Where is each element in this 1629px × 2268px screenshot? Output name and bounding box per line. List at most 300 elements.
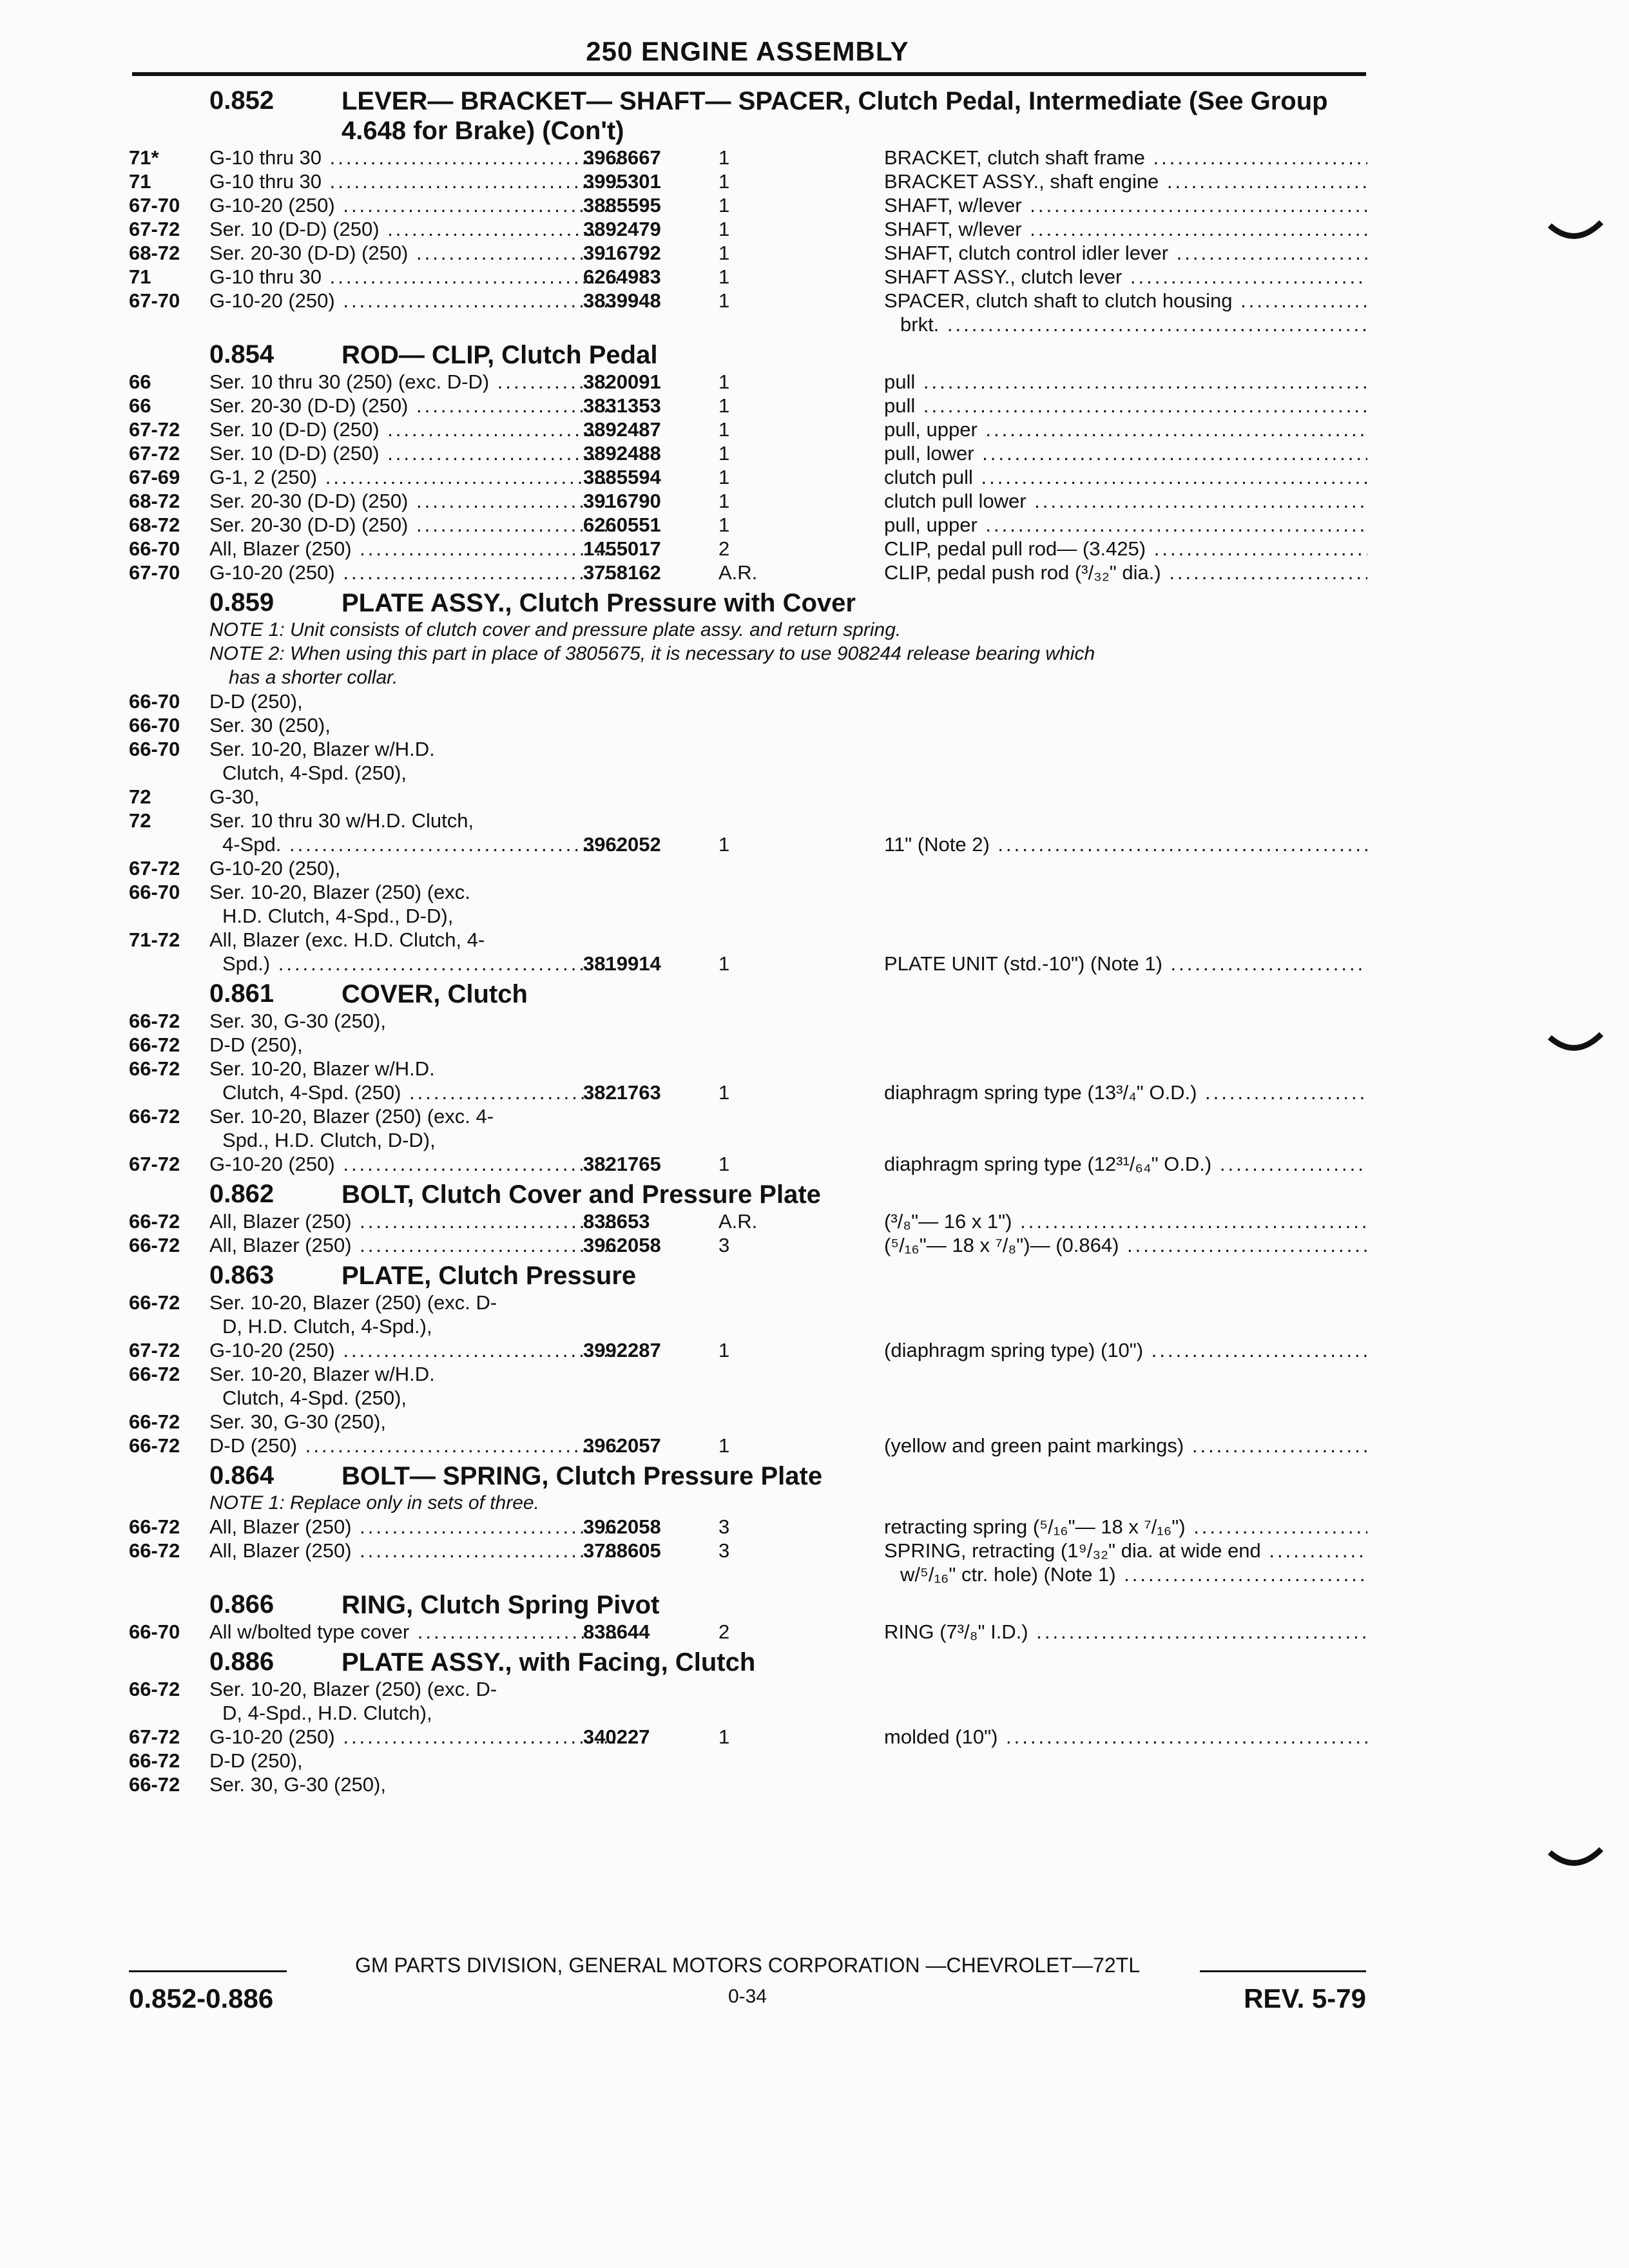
model-years: 66-70 [129, 537, 180, 560]
application-text: G-10 thru 30 [209, 146, 322, 169]
application-cell [209, 1057, 622, 1104]
description-line [884, 537, 1367, 561]
model-years: 71-72 [129, 928, 180, 951]
model-years: 66-70 [129, 690, 180, 713]
model-years: 66-72 [129, 1057, 180, 1080]
section-header [129, 340, 1366, 370]
application-text: Clutch, 4-Spd. (250), [222, 762, 407, 784]
leader-dots [1161, 561, 1367, 584]
application-line [209, 441, 622, 465]
table-row [129, 1434, 1366, 1457]
leader-dots [335, 194, 622, 216]
description-text: (³/₈"— 16 x 1") [884, 1210, 1012, 1233]
model-years: 68-72 [129, 242, 180, 264]
section-header [129, 588, 1366, 618]
description-cell [884, 1539, 1367, 1586]
quantity: 1 [718, 394, 730, 417]
application-cell [209, 1677, 622, 1725]
description-line [884, 265, 1367, 289]
description-cell [884, 169, 1367, 193]
application-line [209, 370, 622, 394]
table-row [129, 1773, 1366, 1796]
description-cell [884, 1152, 1367, 1176]
application-line [209, 1338, 622, 1362]
description-cell [884, 465, 1367, 489]
description-line [884, 441, 1367, 465]
application-cell [209, 241, 622, 265]
description-line [884, 832, 1367, 856]
model-years: 67-69 [129, 466, 180, 488]
application-line [209, 513, 622, 537]
part-number: 3962057 [583, 1434, 661, 1457]
leader-dots [1116, 1563, 1367, 1586]
description-line [884, 1434, 1367, 1457]
description-line [884, 169, 1367, 193]
description-line [900, 312, 1367, 336]
leader-dots [352, 537, 622, 560]
application-text: All, Blazer (250) [209, 537, 352, 560]
model-years: 67-70 [129, 561, 180, 584]
binder-hole-mark-icon [1547, 1024, 1605, 1063]
application-line [209, 1410, 622, 1434]
leader-dots [1168, 242, 1367, 264]
section-number: 0.866 [209, 1590, 275, 1619]
application-line [209, 1291, 622, 1314]
model-years: 72 [129, 785, 151, 808]
model-years: 66-72 [129, 1363, 180, 1385]
description-cell [884, 513, 1367, 537]
parts-section [129, 86, 1366, 336]
quantity: 1 [718, 1434, 730, 1457]
quantity: 1 [718, 1725, 730, 1748]
description-line [884, 1620, 1367, 1644]
description-cell [884, 832, 1367, 856]
table-row [129, 441, 1366, 465]
description-text: SHAFT, w/lever [884, 194, 1022, 216]
section-title: RING, Clutch Spring Pivot [342, 1591, 660, 1619]
application-text: All, Blazer (250) [209, 1515, 352, 1538]
quantity: 1 [718, 1339, 730, 1361]
table-row [129, 418, 1366, 441]
description-line [900, 1562, 1367, 1586]
application-text: Ser. 20-30 (D-D) (250) [209, 490, 409, 512]
model-years: 67-70 [129, 194, 180, 216]
table-row [129, 1410, 1366, 1434]
application-text: Ser. 10-20, Blazer (250) (exc. 4- [209, 1105, 494, 1128]
section-header [129, 1590, 1366, 1620]
application-text: All, Blazer (exc. H.D. Clutch, 4- [209, 928, 485, 951]
leader-dots [1122, 265, 1367, 288]
application-text: G-10-20 (250) [209, 561, 335, 584]
application-text: Ser. 30, G-30 (250), [209, 1010, 386, 1032]
application-cell [209, 1620, 622, 1644]
table-row [129, 1338, 1366, 1362]
description-cell [884, 1725, 1367, 1749]
model-years: 67-72 [129, 1153, 180, 1175]
application-text: Ser. 10 thru 30 w/H.D. Clutch, [209, 809, 474, 832]
application-cell [209, 785, 622, 809]
application-text: G-10 thru 30 [209, 265, 322, 288]
leader-dots [1159, 170, 1367, 193]
application-line [209, 1773, 622, 1796]
leader-dots [270, 952, 622, 975]
model-years: 67-70 [129, 289, 180, 312]
section-header [129, 979, 1366, 1009]
description-text: clutch pull lower [884, 490, 1027, 512]
description-cell [884, 952, 1367, 975]
description-cell [884, 561, 1367, 584]
quantity: 1 [718, 146, 730, 169]
application-line [209, 1104, 622, 1128]
application-text: All w/bolted type cover [209, 1620, 410, 1643]
application-cell [209, 1515, 622, 1539]
description-line [884, 513, 1367, 537]
leader-dots [915, 394, 1367, 417]
application-line [209, 928, 622, 952]
table-row [129, 880, 1366, 928]
application-cell [209, 513, 622, 537]
description-line [884, 465, 1367, 489]
description-cell [884, 193, 1367, 217]
application-line [209, 1209, 622, 1233]
description-cell [884, 441, 1367, 465]
parts-section [129, 979, 1366, 1176]
part-number: 340227 [583, 1725, 650, 1748]
application-text: Ser. 10-20, Blazer w/H.D. [209, 1363, 435, 1385]
description-cell [884, 1233, 1367, 1257]
application-cell [209, 1725, 622, 1749]
application-line [209, 713, 622, 737]
parts-section [129, 1180, 1366, 1257]
footer-revision: REV. 5-79 [1244, 1983, 1366, 2013]
application-line [209, 1539, 622, 1562]
model-years: 66 [129, 370, 151, 393]
description-line [884, 394, 1367, 418]
leader-dots [990, 833, 1367, 856]
leader-dots [352, 1210, 622, 1233]
application-line [209, 537, 622, 561]
part-number: 3962058 [583, 1234, 661, 1256]
application-line [209, 217, 622, 241]
leader-dots [322, 146, 622, 169]
application-line [209, 1725, 622, 1749]
part-number: 1455017 [583, 537, 661, 560]
section-note: NOTE 1: Unit consists of clutch cover and pressure plate assy. and return spring. [209, 619, 901, 640]
application-text: Ser. 10-20, Blazer (250) (exc. D- [209, 1678, 497, 1700]
application-line [222, 904, 622, 928]
application-cell [209, 1033, 622, 1057]
description-text: pull [884, 370, 916, 393]
description-text: pull, upper [884, 514, 978, 536]
description-line [884, 289, 1367, 312]
application-cell [209, 289, 622, 312]
description-line [884, 1081, 1367, 1104]
description-cell [884, 217, 1367, 241]
table-row [129, 856, 1366, 880]
application-text: Ser. 20-30 (D-D) (250) [209, 242, 409, 264]
application-line [222, 1314, 622, 1338]
leader-dots [1028, 1620, 1367, 1643]
description-text: clutch pull [884, 466, 973, 488]
description-text: (diaphragm spring type) (10") [884, 1339, 1144, 1361]
section-title: BOLT— SPRING, Clutch Pressure Plate [342, 1462, 823, 1490]
table-row [129, 370, 1366, 394]
section-title: COVER, Clutch [342, 980, 528, 1008]
application-text: Ser. 30 (250), [209, 714, 331, 736]
header-rule [132, 72, 1366, 76]
table-row [129, 193, 1366, 217]
application-text: Ser. 10-20, Blazer w/H.D. [209, 738, 435, 760]
section-header [129, 1461, 1366, 1491]
quantity: 1 [718, 952, 730, 975]
table-row [129, 689, 1366, 713]
leader-dots [1143, 1339, 1367, 1361]
description-cell [884, 265, 1367, 289]
part-number: 6260551 [583, 514, 661, 536]
application-line [209, 418, 622, 441]
model-years: 66-72 [129, 1010, 180, 1032]
model-years: 68-72 [129, 514, 180, 536]
application-cell [209, 370, 622, 394]
leader-dots [335, 1339, 622, 1361]
application-text: D-D (250), [209, 1033, 303, 1056]
application-cell [209, 1539, 622, 1562]
part-number: 3885595 [583, 194, 661, 216]
application-line [209, 1620, 622, 1644]
model-years: 66-72 [129, 1539, 180, 1562]
quantity: 2 [718, 1620, 730, 1643]
footer-page-number: 0-34 [728, 1986, 767, 2007]
application-line [209, 1434, 622, 1457]
description-cell [884, 289, 1367, 336]
section-number: 0.861 [209, 979, 275, 1008]
section-number: 0.862 [209, 1180, 275, 1208]
application-text: Clutch, 4-Spd. (250), [222, 1387, 407, 1409]
application-cell [209, 1152, 622, 1176]
part-number: 3992287 [583, 1339, 661, 1361]
application-text: G-10-20 (250) [209, 1725, 335, 1748]
section-number: 0.864 [209, 1461, 275, 1490]
quantity: 1 [718, 514, 730, 536]
leader-dots [335, 561, 622, 584]
model-years: 66-72 [129, 1515, 180, 1538]
section-note: has a shorter collar. [229, 667, 398, 688]
application-cell [209, 1338, 622, 1362]
model-years: 66-70 [129, 714, 180, 736]
quantity: 1 [718, 490, 730, 512]
description-cell [884, 146, 1367, 169]
application-cell [209, 928, 622, 975]
model-years: 67-72 [129, 1339, 180, 1361]
leader-dots [1162, 952, 1367, 975]
application-line [209, 1033, 622, 1057]
application-line [209, 880, 622, 904]
table-row [129, 737, 1366, 785]
part-number: 3821765 [583, 1153, 661, 1175]
description-cell [884, 537, 1367, 561]
application-cell [209, 713, 622, 737]
application-text: Ser. 20-30 (D-D) (250) [209, 394, 409, 417]
description-cell [884, 394, 1367, 418]
application-cell [209, 537, 622, 561]
application-cell [209, 169, 622, 193]
description-text: BRACKET ASSY., shaft engine [884, 170, 1159, 193]
application-text: G-10-20 (250), [209, 857, 341, 879]
application-cell [209, 1291, 622, 1338]
leader-dots [1197, 1081, 1367, 1104]
description-text: CLIP, pedal push rod (³/₃₂" dia.) [884, 561, 1161, 584]
quantity: 1 [718, 289, 730, 312]
description-text: (⁵/₁₆"— 18 x ⁷/₈")— (0.864) [884, 1234, 1119, 1256]
table-row [129, 809, 1366, 856]
description-cell [884, 1338, 1367, 1362]
model-years: 66-72 [129, 1234, 180, 1256]
table-row [129, 169, 1366, 193]
application-cell [209, 856, 622, 880]
leader-dots [322, 170, 622, 193]
section-header [129, 1261, 1366, 1291]
leader-dots [1145, 146, 1367, 169]
binder-hole-mark-icon [1547, 1840, 1605, 1878]
description-text: pull [884, 394, 916, 417]
application-cell [209, 1233, 622, 1257]
leader-dots [352, 1515, 622, 1538]
leader-dots [297, 1434, 622, 1457]
description-text: pull, upper [884, 418, 978, 441]
model-years: 67-72 [129, 218, 180, 240]
description-cell [884, 489, 1367, 513]
quantity: 3 [718, 1234, 730, 1256]
section-header [129, 1648, 1366, 1677]
model-years: 67-72 [129, 418, 180, 441]
model-years: 66-70 [129, 881, 180, 903]
application-line [209, 785, 622, 809]
table-row [129, 713, 1366, 737]
application-line [222, 1701, 622, 1725]
quantity: 1 [718, 442, 730, 465]
part-number: 3916792 [583, 242, 661, 264]
application-text: H.D. Clutch, 4-Spd., D-D), [222, 905, 454, 927]
section-title: ROD— CLIP, Clutch Pedal [342, 341, 658, 369]
part-number: 3788605 [583, 1539, 661, 1562]
part-number: 3962058 [583, 1515, 661, 1538]
application-cell [209, 689, 622, 713]
quantity: A.R. [718, 561, 758, 584]
description-text: SHAFT ASSY., clutch lever [884, 265, 1123, 288]
parts-section [129, 340, 1366, 584]
model-years: 66-72 [129, 1410, 180, 1433]
description-line [884, 1233, 1367, 1257]
model-years: 71 [129, 265, 151, 288]
model-years: 71 [129, 170, 151, 193]
application-text: Ser. 10-20, Blazer (250) (exc. D- [209, 1291, 497, 1314]
application-line [209, 241, 622, 265]
binder-hole-mark-icon [1547, 213, 1605, 251]
quantity: 1 [718, 194, 730, 216]
section-number: 0.852 [209, 86, 275, 115]
leader-dots [335, 1153, 622, 1175]
description-text: BRACKET, clutch shaft frame [884, 146, 1145, 169]
section-note: NOTE 1: Replace only in sets of three. [209, 1492, 539, 1514]
leader-dots [1261, 1539, 1367, 1562]
quantity: 1 [718, 1081, 730, 1104]
application-text: G-10 thru 30 [209, 170, 322, 193]
application-line [209, 1362, 622, 1386]
footer-range: 0.852-0.886 [129, 1983, 274, 2013]
application-text: All, Blazer (250) [209, 1539, 352, 1562]
quantity: 1 [718, 242, 730, 264]
description-cell [884, 1209, 1367, 1233]
model-years: 67-72 [129, 857, 180, 879]
model-years: 66-72 [129, 1210, 180, 1233]
part-number: 3758162 [583, 561, 661, 584]
part-number: 3819914 [583, 952, 661, 975]
application-text: All, Blazer (250) [209, 1234, 352, 1256]
part-number: 3916790 [583, 490, 661, 512]
table-row [129, 394, 1366, 418]
application-cell [209, 465, 622, 489]
description-text: molded (10") [884, 1725, 998, 1748]
table-row [129, 928, 1366, 975]
description-line [884, 489, 1367, 513]
quantity: 1 [718, 218, 730, 240]
application-line [209, 265, 622, 289]
model-years: 66-72 [129, 1773, 180, 1796]
leader-dots [978, 418, 1367, 441]
footer-division: GM PARTS DIVISION, GENERAL MOTORS CORPORATION —CHEVROLET—72TL [355, 1954, 1140, 1977]
leader-dots [281, 833, 622, 856]
model-years: 66-72 [129, 1105, 180, 1128]
model-years: 66-72 [129, 1033, 180, 1056]
description-text: CLIP, pedal pull rod— (3.425) [884, 537, 1146, 560]
leader-dots [352, 1234, 622, 1256]
part-number: 838644 [583, 1620, 650, 1643]
description-line [884, 1539, 1367, 1562]
description-text: diaphragm spring type (12³¹/₆₄" O.D.) [884, 1153, 1212, 1175]
application-cell [209, 394, 622, 418]
quantity: A.R. [718, 1210, 758, 1233]
parts-section [129, 588, 1366, 975]
parts-section [129, 1648, 1366, 1796]
part-number: 3831353 [583, 394, 661, 417]
application-text: Ser. 30, G-30 (250), [209, 1410, 386, 1433]
model-years: 72 [129, 809, 151, 832]
application-line [209, 1515, 622, 1539]
parts-section [129, 1590, 1366, 1644]
leader-dots [1184, 1434, 1367, 1457]
application-line [209, 1677, 622, 1701]
section-header [129, 1180, 1366, 1209]
leader-dots [939, 313, 1367, 336]
description-line [884, 1338, 1367, 1362]
description-cell [884, 1081, 1367, 1104]
application-cell [209, 809, 622, 856]
section-note: NOTE 2: When using this part in place of 3805675, it is necessary to use 908244 release bearing which [209, 643, 1095, 664]
application-line [222, 1386, 622, 1410]
part-number: 838653 [583, 1210, 650, 1233]
description-text: PLATE UNIT (std.-10") (Note 1) [884, 952, 1162, 975]
quantity: 1 [718, 418, 730, 441]
application-text: Ser. 20-30 (D-D) (250) [209, 514, 409, 536]
quantity: 1 [718, 370, 730, 393]
application-text: G-10-20 (250) [209, 194, 335, 216]
description-text: (yellow and green paint markings) [884, 1434, 1184, 1457]
model-years: 66-72 [129, 1291, 180, 1314]
part-number: 3995301 [583, 170, 661, 193]
part-number: 3968667 [583, 146, 661, 169]
application-line [209, 809, 622, 832]
description-line [884, 1152, 1367, 1176]
